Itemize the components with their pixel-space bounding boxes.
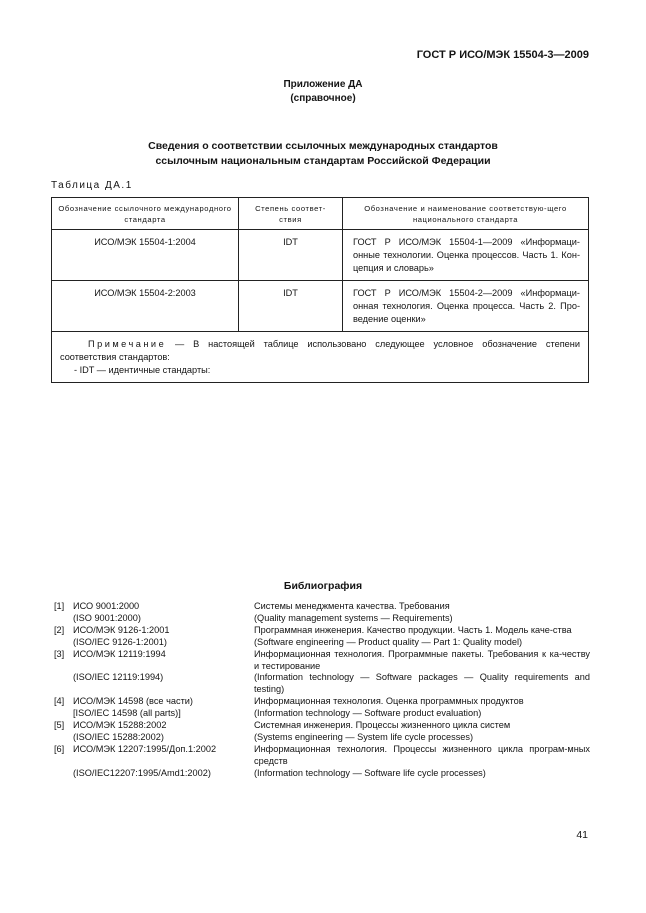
entry-number <box>54 672 73 696</box>
bibliography-entry <box>54 672 590 696</box>
entry-reference: ИСО/МЭК 15288:2002 <box>73 720 167 731</box>
entry-reference: ИСО 9001:2000 <box>73 601 140 611</box>
entry-reference: (ISO/IEC 12119:1994) <box>73 672 164 683</box>
standard-designation: ГОСТ Р ИСО/МЭК 15504-3—2009 <box>416 49 589 61</box>
entry-reference: ИСО/МЭК 9126-1:2001 <box>73 624 170 635</box>
entry-number <box>54 708 73 720</box>
entry-title: (Systems engineering — System life cycle processes) <box>254 731 474 742</box>
header-international: Обозначение ссылочного международного стандарта <box>52 198 239 230</box>
bibliography-entry <box>54 601 590 613</box>
cell-degree: IDT <box>239 281 343 332</box>
bibliography-entry <box>54 637 590 649</box>
bibliography-entry <box>54 744 590 768</box>
entry-number: [5] <box>54 720 65 731</box>
entry-title: (Information technology — Software product evaluation) <box>254 708 482 719</box>
table-row <box>52 281 589 332</box>
entry-title: Программная инженерия. Качество продукции. Часть 1. Модель каче-ства <box>254 624 572 635</box>
bibliography-heading: Библиография <box>283 580 363 592</box>
entry-reference: (ISO/IEC 15288:2002) <box>73 731 164 742</box>
entry-title: Информационная технология. Процессы жизненного цикла програм-мных средств <box>254 743 590 766</box>
entry-reference: ИСО/МЭК 12119:1994 <box>73 648 166 659</box>
bibliography-entry <box>54 768 590 780</box>
cell-degree: IDT <box>239 230 343 281</box>
table-row <box>52 230 589 281</box>
cell-international: ИСО/МЭК 15504-1:2004 <box>52 230 239 281</box>
cell-national: ГОСТ Р ИСО/МЭК 15504-1—2009 «Информаци-онные технологии. Оценка процессов. Часть 1. Кон-цепция и словарь» <box>343 230 589 281</box>
note-label: Примечание <box>88 339 167 349</box>
bibliography-list <box>54 601 590 780</box>
table-note <box>52 332 589 383</box>
entry-title: Системы менеджмента качества. Требования <box>254 601 450 611</box>
note-body: — В настоящей таблице использовано следующее условное обозначение степени соответствия стандартов: <box>60 339 580 362</box>
entry-reference: ИСО/МЭК 14598 (все части) <box>73 696 193 707</box>
entry-number: [2] <box>54 624 65 635</box>
entry-reference: (ISO 9001:2000) <box>73 612 141 623</box>
section-title-line1: Сведения о соответствии ссылочных международных стандартов <box>148 140 498 152</box>
entry-number <box>54 768 73 780</box>
bibliography-entry <box>54 732 590 744</box>
note-item: - IDT — идентичные стандарты: <box>74 365 211 375</box>
entry-number <box>54 732 73 744</box>
entry-title: (Information technology — Software life cycle processes) <box>254 767 486 778</box>
bibliography-entry <box>54 708 590 720</box>
entry-number: [3] <box>54 648 65 659</box>
entry-title: Информационная технология. Программные пакеты. Требования к ка-честву и тестирование <box>254 648 590 671</box>
table-note-row <box>52 332 589 383</box>
bibliography-entry <box>54 625 590 637</box>
cell-international: ИСО/МЭК 15504-2:2003 <box>52 281 239 332</box>
bibliography-entry <box>54 720 590 732</box>
entry-number <box>54 637 73 649</box>
entry-number: [6] <box>54 743 65 754</box>
entry-reference: (ISO/IEC12207:1995/Amd1:2002) <box>73 767 211 778</box>
entry-title: Информационная технология. Оценка программных продуктов <box>254 696 524 707</box>
entry-reference: [ISO/IEC 14598 (all parts)] <box>73 708 181 719</box>
annex-subtitle: (справочное) <box>290 93 356 104</box>
bibliography-entry <box>54 613 590 625</box>
bibliography-entry <box>54 696 590 708</box>
entry-title: (Software engineering — Product quality — Part 1: Quality model) <box>254 636 523 647</box>
entry-title: Системная инженерия. Процессы жизненного цикла систем <box>254 720 511 731</box>
table-label: Таблица ДА.1 <box>51 180 133 191</box>
table-header-row <box>52 198 589 230</box>
entry-title: (Information technology — Software packages — Quality requirements and testing) <box>254 672 590 695</box>
entry-title: (Quality management systems — Requirements) <box>254 612 453 623</box>
entry-number <box>54 613 73 625</box>
entry-number: [4] <box>54 696 65 707</box>
header-national: Обозначение и наименование соответствую-щего национального стандарта <box>343 198 589 230</box>
entry-reference: ИСО/МЭК 12207:1995/Доп.1:2002 <box>73 743 217 754</box>
section-title-line2: ссылочным национальным стандартам Российской Федерации <box>155 155 491 167</box>
note-text <box>60 338 580 364</box>
annex-title: Приложение ДА <box>283 79 363 90</box>
entry-reference: (ISO/IEC 9126-1:2001) <box>73 636 167 647</box>
entry-number: [1] <box>54 601 65 611</box>
correspondence-table <box>51 197 589 383</box>
header-degree: Степень соответ-ствия <box>239 198 343 230</box>
page-number: 41 <box>576 829 588 841</box>
bibliography-entry <box>54 649 590 673</box>
cell-national: ГОСТ Р ИСО/МЭК 15504-2—2009 «Информаци-онная технология. Оценка процесса. Часть 2. Про-ведение оценки» <box>343 281 589 332</box>
